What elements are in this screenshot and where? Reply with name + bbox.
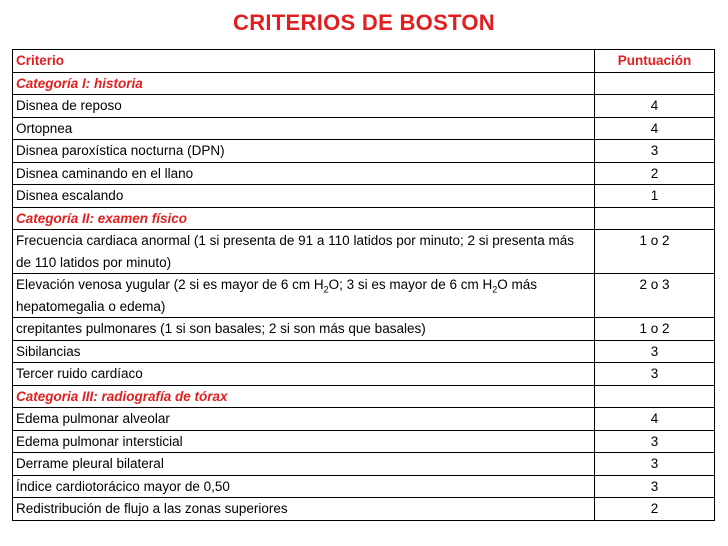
table-row [13, 274, 715, 318]
criterion-cell: Disnea de reposo [13, 95, 595, 118]
category-score-cell [595, 385, 715, 408]
criterion-cell: Edema pulmonar intersticial [13, 430, 595, 453]
table-row [13, 185, 715, 208]
criterion-cell: Ortopnea [13, 117, 595, 140]
score-cell: 3 [595, 340, 715, 363]
score-cell: 3 [595, 453, 715, 476]
subscript: 2 [323, 284, 329, 295]
criterion-cell: Redistribución de flujo a las zonas superiores [13, 498, 595, 521]
criterion-cell: Índice cardiotorácico mayor de 0,50 [13, 475, 595, 498]
page-title: CRITERIOS DE BOSTON [233, 10, 495, 35]
table-row [13, 475, 715, 498]
criterion-cell: Frecuencia cardiaca anormal (1 si presenta de 91 a 110 latidos por minuto; 2 si presenta más de 110 latidos por minuto) [13, 230, 595, 274]
criterion-text: O; 3 si es mayor de 6 cm H [328, 277, 493, 292]
table-row [13, 162, 715, 185]
score-cell: 3 [595, 140, 715, 163]
score-cell: 4 [595, 117, 715, 140]
score-cell: 4 [595, 408, 715, 431]
table-row [13, 117, 715, 140]
score-cell: 2 [595, 162, 715, 185]
score-cell: 1 [595, 185, 715, 208]
criterion-cell: Disnea caminando en el llano [13, 162, 595, 185]
score-cell: 1 o 2 [595, 230, 715, 274]
category-row [13, 385, 715, 408]
criterion-cell [13, 274, 595, 318]
criteria-table [12, 49, 715, 521]
category-score-cell [595, 72, 715, 95]
score-cell: 4 [595, 95, 715, 118]
subscript: 2 [492, 284, 498, 295]
criterion-text: Elevación venosa yugular (2 si es mayor de 6 cm H [16, 277, 324, 292]
table-row [13, 408, 715, 431]
criterion-cell: Disnea escalando [13, 185, 595, 208]
table-row [13, 230, 715, 274]
criterion-cell: crepitantes pulmonares (1 si son basales; 2 si son más que basales) [13, 318, 595, 341]
score-cell: 2 o 3 [595, 274, 715, 318]
criterion-cell: Edema pulmonar alveolar [13, 408, 595, 431]
table-row [13, 318, 715, 341]
score-cell: 2 [595, 498, 715, 521]
category-label: Categoría II: examen físico [13, 207, 595, 230]
score-column-header: Puntuación [595, 50, 715, 73]
criterion-cell: Sibilancias [13, 340, 595, 363]
category-label: Categoría I: historia [13, 72, 595, 95]
score-cell: 3 [595, 430, 715, 453]
table-row [13, 430, 715, 453]
criterion-cell: Disnea paroxística nocturna (DPN) [13, 140, 595, 163]
criterion-cell: Tercer ruido cardíaco [13, 363, 595, 386]
table-row [13, 363, 715, 386]
score-cell: 3 [595, 475, 715, 498]
criterion-cell: Derrame pleural bilateral [13, 453, 595, 476]
score-cell: 3 [595, 363, 715, 386]
criterion-text: O más hepatomegalia o edema) [16, 277, 537, 314]
score-cell: 1 o 2 [595, 318, 715, 341]
criterion-column-header: Criterio [13, 50, 595, 73]
category-row [13, 72, 715, 95]
category-label: Categoria III: radiografía de tórax [13, 385, 595, 408]
table-row [13, 95, 715, 118]
table-header-row [13, 50, 715, 73]
category-row [13, 207, 715, 230]
category-score-cell [595, 207, 715, 230]
table-row [13, 453, 715, 476]
table-row [13, 498, 715, 521]
table-row [13, 340, 715, 363]
table-row [13, 140, 715, 163]
